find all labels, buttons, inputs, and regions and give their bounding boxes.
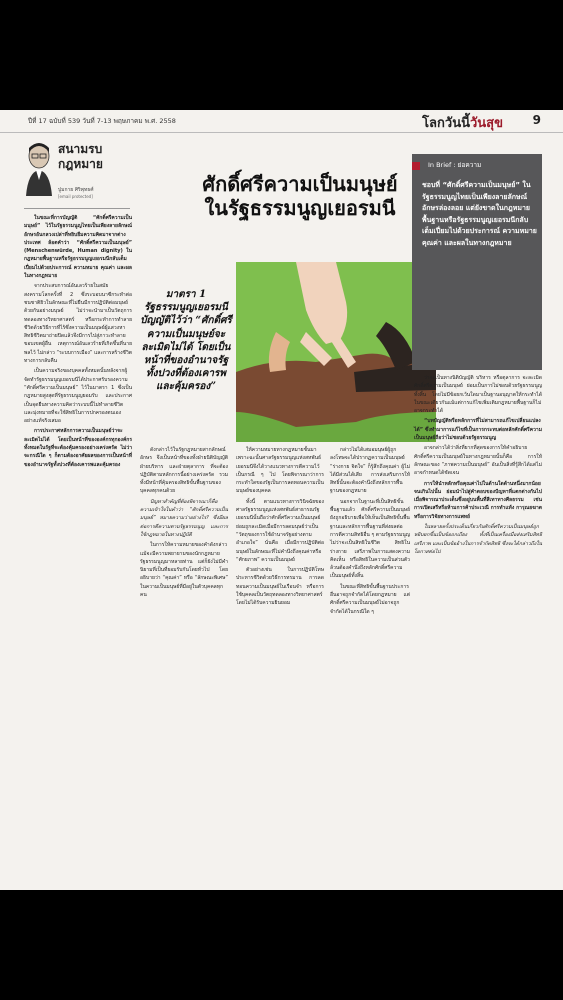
paragraph: ในขณะที่การบัญญัติ “ศักดิ์ศรีความเป็นมนุษย์” ไว้ในรัฐธรรมนูญไทยเป็นเพียงลายลักษณ์อักษรอันกลวงเปล่าที่หยิบยืมความคิดมาจากต่างประเทศ ล้อตคำว่า “ศักดิ์ศรีความเป็นมนุษย์” (Menschenwürde, Human dignity) ในกฎหมายพื้นฐานหรือรัฐธรรมนูญเยอรมนีกลับเต็มเปี่ยมไปด้วยประการณ์ ความหมาย คุณค่า และผลในทางกฎหมาย xyxy=(24,215,132,280)
newspaper-brand xyxy=(422,112,503,133)
article-column-4 xyxy=(330,446,410,886)
newspaper-page xyxy=(0,110,563,890)
author-name: ปูมกาย ศิริพุทธศ์ xyxy=(58,187,94,193)
paragraph: นอกจากในฐานะที่เป็นสิทธิขั้นพื้นฐานแล้ว ศักดิ์ศรีความเป็นมนุษย์ยังถูกอธิบายเพื่อให้เห็นเป็นสิทธิขั้นพื้นฐานและหลักการพื้นฐานที่ส่งผลต่อการตีความสิทธิอื่น ๆ ตามรัฐธรรมนูญ ไม่ว่าจะเป็นสิทธิในชีวิต สิทธิในร่างกาย เสรีภาพในการแสดงความคิดเห็น หรือสิทธิในความเป็นส่วนตัว ล้วนต้องคำนึงถึงหลักศักดิ์ศรีความเป็นมนุษย์ทั้งสิ้น xyxy=(330,498,410,580)
hands-photo xyxy=(236,262,436,442)
sidebar-accent-bar xyxy=(412,162,420,170)
issue-line: ปีที่ 17 ฉบับที่ 539 วันที่ 7-13 พฤษภาคม พ.ศ. 2558 xyxy=(28,117,176,125)
in-brief-sidebar xyxy=(412,154,542,370)
paragraph: กล่าวไม่ได้เสมอมนุษย์ผู้ถูกลงโทษจะได้ปรากฏความเป็นมนุษย์ “ร่างกาย จิตใจ” ก็รู้สึกถึงคุณค่า ผู้ไม่ได้มีส่วนได้เสีย การส่งเสริมการให้สิทธิ์นั้นจะต้องคำนึงถึงหลักการพื้นฐานของกฎหมาย xyxy=(330,447,410,495)
sidebar-header xyxy=(412,160,542,172)
paragraph: จากประสบการณ์อันเลวร้ายในสมัยสงครามโลกครั้งที่ 2 ซึ่งระบอบนาซีกระทำต่อชนชาติยิวในลักษณะที่ไม่ยืนมีการปฏิบัติต่อมนุษย์ด้วยกันอย่างมนุษย์ ไม่ว่าจะนำมาเป็นวัตถุการทดลองทางวิทยาศาสตร์ หรือกระทำการทำลายชีวิตด้วยวิธีการที่ไร้ซึ่งความเป็นมนุษย์ผู้แสวงหาสิทธิชีวิตมาถ่ายปิดแล้วจึงมีการไปสู่ภาวะทำลายขอบเขตผู้อื่น เหตุการณ์อันเลวร้ายที่เกิดขึ้นที่นายพลไว้ ไม่กล่าว “ระบบการเมือง” และการสร้างชีวิตทางการกลับคืน xyxy=(24,283,132,365)
paragraph: เป็นความจริงของบุคคลทั้งหมดนั้นหลังจากผู้จัดทำรัฐธรรมนูญเยอรมนีได้ประกาศรับรองความ “ศักดิ์ศรีความเป็นมนุษย์” ไว้ในมาตรา 1 ซึ่งเป็นกฎหมายสูงสุดที่รัฐธรรมนูญยอมรับ และประกาศเป็นจุดยืนทางความคิดว่าระบบนี้ไม่ทำลายชีวิต และมุ่งหมายที่จะใช้สิทธิในการปกครองตนเองอย่างแท้จริงเสมอ xyxy=(24,368,132,425)
brand-part1: โลกวันนี้ xyxy=(422,116,470,131)
article-column-3 xyxy=(236,446,324,886)
author-email: [email protected] xyxy=(58,194,93,199)
article-headline xyxy=(150,172,450,220)
paragraph: ว่าจะเป็นทางนิติบัญญัติ บริหาร หรือตุลาการ จะละเมิดศักดิ์ศรีความเป็นมนุษย์ ย่อมเป็นการไม่ชอบด้วยรัฐธรรมนูญทั้งสิ้น โดยไม่มีข้อยกเว้นใดมาเป็นฐานอนุญาตให้กระทำได้ ในขณะเดียวกันแม้แต่การแก้ไขเพิ่มเติมกฎหมายพื้นฐานก็ไม่อาจกระทำได้ xyxy=(414,375,542,415)
paragraph: ดังกล่าวไว้ในรัฐกฎหมายสากลักษณ์อักษร จึงเป็นหน้าที่ของทั้งฝ่ายนิติบัญญัติ ฝ่ายบริหาร และฝ่ายตุลาการ ที่จะต้องปฏิบัติตามหลักการนี้อย่างเคร่งครัด รวมทั้งมีหน้าที่คุ้มครองสิทธิขั้นพื้นฐานของบุคคลทุกคนด้วย xyxy=(140,447,228,495)
article-column-5 xyxy=(414,374,542,886)
article-column-1 xyxy=(24,214,132,884)
pull-quote: มาตรา 1 รัฐธรรมนูญเยอรมนีบัญญัติไว้ว่า “ศักดิ์ศรีความเป็นมนุษย์จะละเมิดไม่ได้ โดยเป็นหน้าที่ของอำนาจรัฐทั้งปวงที่ต้องเคารพและคุ้มครอง” xyxy=(140,289,232,393)
paragraph: การประกาศหลักการความเป็นมนุษย์ว่าจะละเมิดไม่ได้ โดยเป็นหน้าที่ขององค์กรทุกองค์กรทั้งหมดในรัฐที่จะต้องคุ้มครองอย่างเคร่งครัด ไม่ว่าจะกรณีใด ๆ ก็ตามต้องอาศัยผลของการเป็นหน้าที่ของอำนาจรัฐทั้งปวงที่ต้องเคารพและคุ้มครอง xyxy=(24,428,132,468)
paragraph: ในขณะที่สิทธิขั้นพื้นฐานประการอื่นอาจถูกจำกัดได้โดยกฎหมาย แต่ศักดิ์ศรีความเป็นมนุษย์ไม่อาจถูกจำกัดได้ในกรณีใด ๆ xyxy=(330,583,410,615)
column-title-line2: กฎหมาย xyxy=(58,157,103,171)
headline-line2: ในรัฐธรรมนูญเยอรมนี xyxy=(204,196,396,220)
paragraph: ในหลายครั้งประเด็นเกี่ยวกับศักดิ์ศรีความเป็นมนุษย์ถูกหยิบยกขึ้นเป็นข้อถกเถียง ทั้งที่เป็นเครื่องมือส่งเสริมสิทธิเสรีภาพ และเป็นข้ออ้างในการจำกัดสิทธิ ซึ่งจะได้กล่าวถึงในโอกาสต่อไป xyxy=(414,524,543,555)
page-number: 9 xyxy=(532,113,541,127)
paragraph: ให้ความหมายทางกฎหมายชั้นมา เพราะฉะนั้นศาลรัฐธรรมนูญแห่งสหพันธ์เยอรมนีจึงได้วางแนวทางการตีความไว้เป็นกรณี ๆ ไป โดยพิจารณาว่าการกระทำใดของรัฐเป็นการลดทอนความเป็นมนุษย์ของบุคคล xyxy=(236,447,324,495)
sidebar-summary: ชอบที่ “ศักดิ์ศรีความเป็นมนุษย์” ในรัฐธรรมนูญไทยเป็นเพียงลายลักษณ์อักษรล่องลอย แต่ยังขาดในกฎหมายพื้นฐานหรือรัฐธรรมนูญเยอรมนีกลับเต็มเปี่ยมไปด้วยประการณ์ ความหมาย คุณค่า และผลในทางกฎหมาย xyxy=(422,181,537,247)
paragraph: การให้นำหลักหรือคุณค่าไปในด้านใดด้านหนึ่งมากน้อยจนเกินไปนั้น ย่อมนำไปสู่คำตอบของปัญหาที่แตกต่างกันไปเมื่อพิจารณาประเด็นซึ่งอยู่บนพื้นที่สีเทาทางศีลธรรม เช่น การเปิดเสรีหรือห้ามการค้าประเวณี การทำแท้ง การุณยฆาต หรือการวิจัยทางการแพทย์ xyxy=(414,480,542,520)
paragraph: อาจกล่าวได้ว่าสิ่งที่ยากที่สุดของการให้คำอธิบายศักดิ์ศรีความเป็นมนุษย์ในทางกฎหมายนั้นก็คือ การให้ลักษณะของ “ภาพความเป็นมนุษย์” อันเป็นสิ่งที่รู้สึกได้แต่ไม่อาจกำหนดได้ชัดเจน xyxy=(414,445,542,477)
sidebar-label: In Brief : ย่อความ xyxy=(428,161,482,169)
paragraph: ทั้งนี้ ตามแนวทางการวินิจฉัยของศาลรัฐธรรมนูญแห่งสหพันธ์สาธารณรัฐเยอรมนีนั้นถือว่าศักดิ์ศรีความเป็นมนุษย์ย่อมถูกละเมิดเมื่อมีการลดมนุษย์ว่าเป็น “วัตถุของการใช้อำนาจรัฐอย่างตามอำเภอใจ” นั่นคือ เมื่อมีการปฏิบัติต่อมนุษย์ในลักษณะที่ไม่คำนึงถึงคุณค่าหรือ “ศักยภาพ” ความเป็นมนุษย์ xyxy=(236,498,324,563)
paragraph: ปัญหาสำคัญที่ต้องพิจารณาก็คือ ความเข้าใจในคำว่า “ศักดิ์ศรีความเป็นมนุษย์” หมายความว่าอย่างไร? ซึ่งมีผลต่อการตีความตามรัฐธรรมนูญ และการใช้กฎหมายในทางปฏิบัติ xyxy=(140,498,228,538)
page-header xyxy=(0,110,563,133)
brand-part2: วันสุข xyxy=(469,116,503,131)
headline-line1: ศักดิ์ศรีความเป็นมนุษย์ xyxy=(202,172,398,196)
column-title-line1: สนามรบ xyxy=(58,142,103,156)
article-column-2 xyxy=(140,446,228,886)
author-portrait-icon xyxy=(24,140,54,196)
column-masthead xyxy=(24,140,130,209)
paragraph: ตัวอย่างเช่น ในการปฏิบัติโทษประหารชีวิตด้วยวิธีการทรมาน การลดทอนความเป็นมนุษย์ในเรือนจำ หรือการใช้บุคคลเป็นวัตถุทดลองทางวิทยาศาสตร์โดยไม่ได้รับความยินยอม xyxy=(236,567,324,607)
column-title xyxy=(58,142,103,172)
paragraph: ในการให้ความหมายของคำดังกล่าว แม้จะมีความพยายามของนักกฎหมายรัฐธรรมนูญมาหลายท่าน แต่ก็ยังไม่มีคำนิยามที่เป็นที่ยอมรับกันโดยทั่วไป โดยอธิบายว่า “คุณค่า” หรือ “ลักษณะพิเศษ” ในความเป็นมนุษย์ที่มีอยู่ในตัวบุคคลทุกคน xyxy=(140,542,228,599)
paragraph: “บทบัญญัติหรือหลักการที่ไม่สามารถแก้ไขเปลี่ยนแปลงได้” ซึ่งทำมาการแก้ไขที่เป็นการกระทบต่อหลักศักดิ์ศรีความเป็นมนุษย์ถือว่าไม่ชอบด้วยรัฐธรรมนูญ xyxy=(414,418,542,442)
